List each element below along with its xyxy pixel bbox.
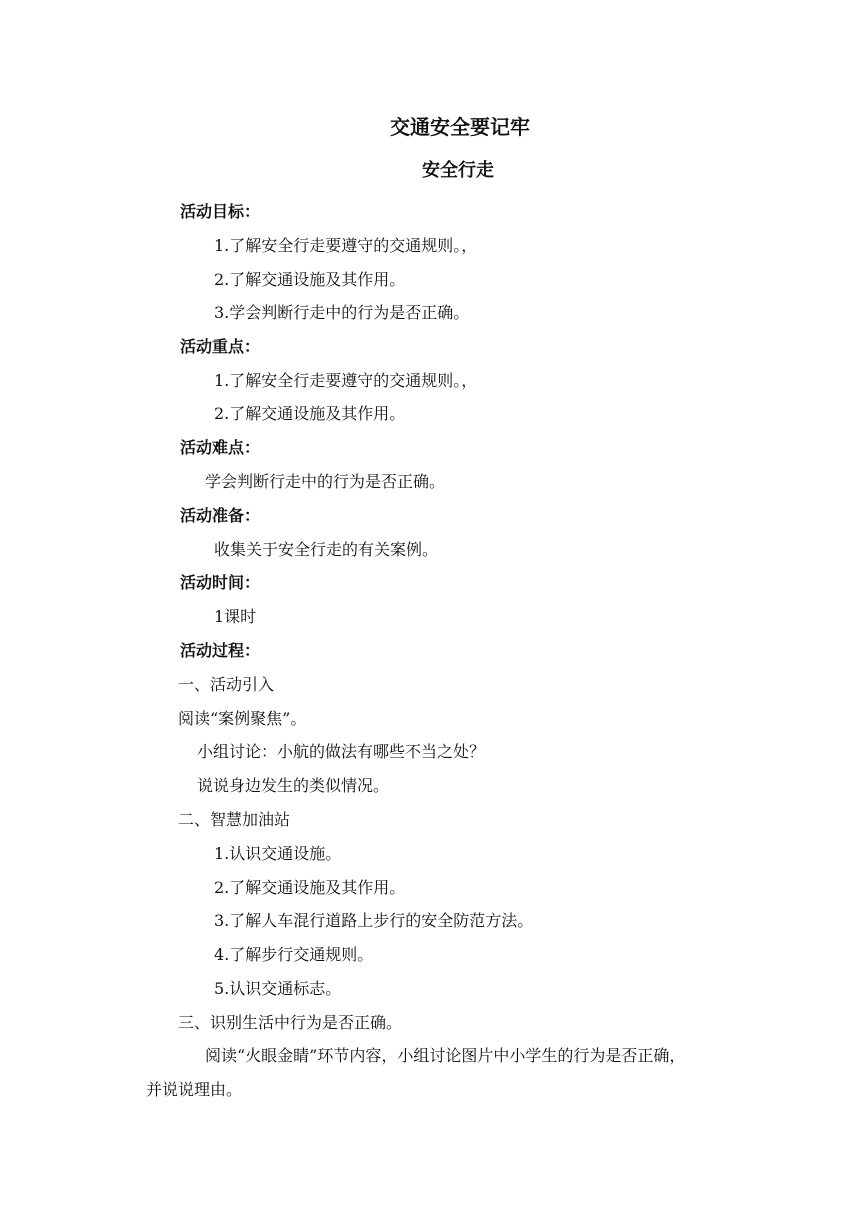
goals-heading: 活动目标： xyxy=(180,202,261,221)
section-1-discuss: 小组讨论：小航的做法有哪些不当之处？ xyxy=(197,742,486,761)
goal-item-2: 2.了解交通设施及其作用。 xyxy=(214,270,406,289)
time-heading: 活动时间： xyxy=(180,573,261,592)
key-points-heading: 活动重点： xyxy=(180,337,261,356)
difficulty-heading: 活动难点： xyxy=(180,438,261,457)
section-2-heading: 二、智慧加油站 xyxy=(178,810,291,829)
preparation-text: 收集关于安全行走的有关案例。 xyxy=(214,540,439,559)
section-2-item-2: 2.了解交通设施及其作用。 xyxy=(214,878,406,897)
document-subtitle: 安全行走 xyxy=(422,160,494,181)
section-2-item-1: 1.认识交通设施。 xyxy=(214,844,342,863)
section-3-paragraph-line-1: 阅读“火眼金睛”环节内容，小组讨论图片中小学生的行为是否正确， xyxy=(205,1046,686,1065)
key-point-item-2: 2.了解交通设施及其作用。 xyxy=(214,404,406,423)
section-2-item-4: 4.了解步行交通规则。 xyxy=(214,945,374,964)
goal-item-1: 1.了解安全行走要遵守的交通规则。， xyxy=(214,236,478,255)
preparation-heading: 活动准备： xyxy=(180,506,261,525)
section-3-paragraph-line-2: 并说说理由。 xyxy=(146,1080,243,1099)
section-3-heading: 三、识别生活中行为是否正确。 xyxy=(178,1013,403,1032)
goal-item-3: 3.学会判断行走中的行为是否正确。 xyxy=(214,303,470,322)
difficulty-text: 学会判断行走中的行为是否正确。 xyxy=(205,472,446,491)
section-1-read: 阅读“案例聚焦”。 xyxy=(178,709,307,728)
process-heading: 活动过程： xyxy=(180,641,261,660)
section-1-heading: 一、活动引入 xyxy=(178,675,275,694)
section-2-item-3: 3.了解人车混行道路上步行的安全防范方法。 xyxy=(214,911,534,930)
time-text: 1课时 xyxy=(214,607,257,626)
section-2-item-5: 5.认识交通标志。 xyxy=(214,979,342,998)
document-title: 交通安全要记牢 xyxy=(390,115,530,139)
key-point-item-1: 1.了解安全行走要遵守的交通规则。， xyxy=(214,371,478,390)
section-1-share: 说说身边发生的类似情况。 xyxy=(197,776,390,795)
